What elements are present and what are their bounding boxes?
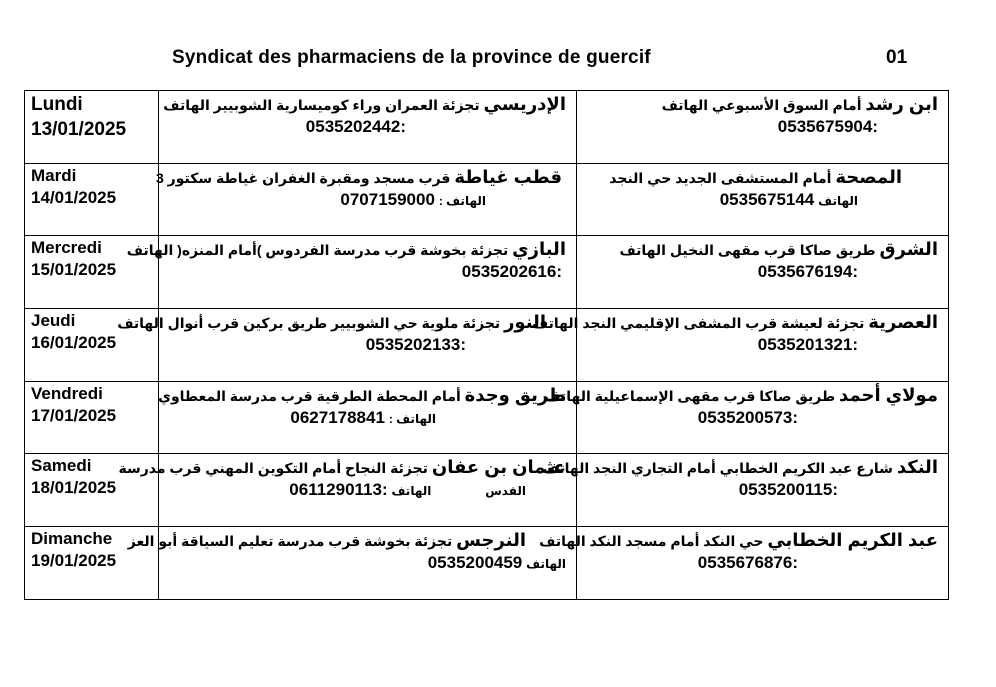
table-row (25, 163, 949, 236)
pharmacy-address: أمام السوق الأسبوعي الهاتف (661, 97, 862, 113)
table-row (25, 454, 949, 527)
pharmacy-phone: 0535676876: (697, 553, 798, 573)
pharmacy-duty-table (24, 90, 949, 600)
table-row (25, 236, 949, 309)
pharmacy-address: طريق صاكا قرب مقهى النخيل الهاتف (619, 242, 876, 259)
pharmacy-name: طريق وجدة (464, 384, 566, 405)
pharmacy-phone: 0535675144 (719, 189, 815, 209)
pharmacy-address: تجزئة لعيشة قرب المشفى الإقليمي النجد الهاتف (531, 315, 865, 332)
pharmacy-phone: 0535200459 (427, 553, 523, 573)
pharmacy-address: حي النكد أمام مسجد النكد الهاتف (539, 533, 764, 550)
phone-label: الهاتف : (438, 193, 486, 208)
pharmacy-address: أمام المستشفى الجديد حي النجد (609, 169, 832, 186)
pharmacy-address: تجزئة العمران وراء كوميسارية الشوبيير الهاتف (163, 97, 480, 113)
pharmacy-address: قرب مسجد ومقبرة الغفران غياطة سكتور 3 (155, 169, 451, 186)
address-extra: القدس (485, 484, 526, 499)
pharmacy-phone: 0535200115: (738, 480, 838, 500)
pharmacy-name: المصحة (835, 166, 902, 187)
table-row (25, 527, 949, 600)
day-date: 13/01/2025 (31, 119, 127, 140)
pharmacy-address: طريق صاكا قرب مقهى الإسماعيلية الهاتف (544, 387, 836, 404)
pharmacy-address: تجزئة ملوية حي الشوبيير طريق بركين قرب أنوال الهاتف (117, 315, 501, 332)
pharmacy-cell (544, 381, 949, 454)
pharmacy-phone: 0535202442: (305, 117, 406, 136)
pharmacy-phone: 0611290113: (289, 480, 388, 500)
phone-label: الهاتف (391, 484, 432, 499)
pharmacy-phone: 0535202616: (461, 262, 562, 282)
day-date: 17/01/2025 (31, 405, 117, 425)
document-header (0, 0, 996, 90)
pharmacy-phone: 0535675904: (777, 117, 878, 136)
document-title: Syndicat des pharmaciens de la province de guercif (172, 47, 651, 68)
pharmacy-address: تجزئة بخوشة قرب مدرسة تعليم السياقة أبو العز (127, 533, 453, 550)
pharmacy-name: مولاي أحمد (839, 384, 938, 405)
day-date: 18/01/2025 (31, 478, 117, 498)
table-row (25, 91, 949, 164)
pharmacy-phone: 0535200573: (697, 407, 798, 427)
pharmacy-cell (531, 309, 949, 382)
pharmacy-cell (159, 91, 577, 164)
day-name: Lundi (31, 94, 83, 115)
pharmacy-address: تجزئة بخوشة قرب مدرسة الفردوس )أمام المنزه( الهاتف (126, 242, 509, 259)
pharmacy-name: ابن رشد (865, 94, 938, 114)
pharmacy-phone: 0627178841 (290, 407, 385, 427)
pharmacy-cell (159, 381, 577, 454)
phone-label: الهاتف (818, 193, 858, 208)
pharmacy-name: النور (504, 312, 546, 333)
pharmacy-cell (127, 527, 577, 600)
pharmacy-phone: 0535201321: (757, 335, 858, 355)
pharmacy-name: قطب غياطة (454, 166, 562, 187)
phone-label: الهاتف : (388, 411, 436, 426)
pharmacy-address: شارع عبد الكريم الخطابي أمام التجاري النجد الهاتف (542, 460, 893, 477)
pharmacy-cell (118, 454, 577, 527)
document-number: 01 (886, 47, 908, 68)
day-date: 15/01/2025 (31, 260, 117, 280)
pharmacy-address: أمام المحطة الطرقية قرب مدرسة المعطاوي (158, 387, 461, 404)
pharmacy-phone: 0707159000 (340, 189, 435, 209)
day-name: Jeudi (31, 311, 76, 331)
pharmacy-cell (117, 309, 577, 382)
table-row (25, 309, 949, 382)
pharmacy-name: عبد الكريم الخطابي (767, 530, 938, 551)
day-name: Vendredi (31, 383, 103, 403)
pharmacy-name: العصرية (868, 312, 938, 333)
day-cell (25, 91, 159, 164)
pharmacy-cell (577, 91, 949, 164)
pharmacy-phone: 0535676194: (757, 262, 858, 282)
pharmacy-cell (577, 236, 949, 309)
pharmacy-cell (126, 236, 577, 309)
day-date: 19/01/2025 (31, 551, 117, 571)
pharmacy-name: البازي (512, 239, 566, 260)
day-date: 14/01/2025 (31, 187, 117, 207)
pharmacy-name: الإدريسي (483, 94, 566, 114)
phone-label: الهاتف (526, 557, 566, 572)
day-date: 16/01/2025 (31, 333, 117, 353)
pharmacy-cell (539, 527, 949, 600)
day-name: Mercredi (31, 238, 102, 258)
day-name: Mardi (31, 165, 77, 185)
table-row (25, 381, 949, 454)
pharmacy-cell (155, 163, 577, 236)
day-name: Samedi (31, 456, 92, 476)
pharmacy-name: الشرق (879, 239, 938, 260)
pharmacy-name: النكد (896, 457, 938, 478)
day-cell (25, 381, 159, 454)
pharmacy-name: عثمان بن عفان (431, 457, 566, 478)
pharmacy-name: النرجس (456, 530, 526, 551)
pharmacy-phone: 0535202133: (365, 335, 466, 355)
pharmacy-cell (542, 454, 949, 527)
day-name: Dimanche (31, 529, 113, 549)
day-cell (25, 163, 159, 236)
pharmacy-cell (577, 163, 949, 236)
pharmacy-address: تجزئة النجاح أمام التكوين المهني قرب مدرسة (118, 460, 428, 477)
